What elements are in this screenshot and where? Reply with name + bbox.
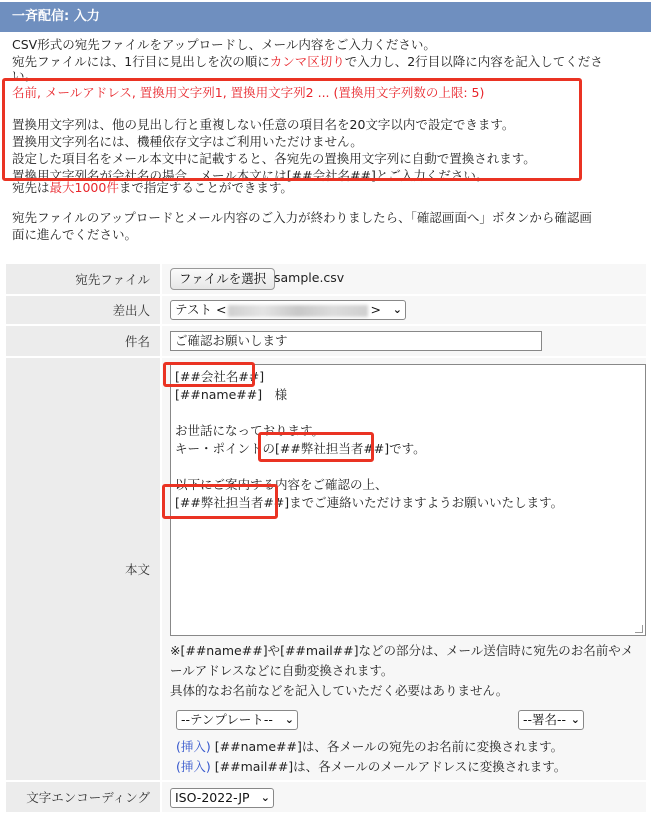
rule-2: 置換用文字列名には、機種依存文字はご利用いただけません。 [12, 134, 363, 149]
row-subject [6, 326, 646, 356]
encoding-select[interactable] [170, 788, 274, 808]
limit-line [12, 179, 293, 196]
body-textarea[interactable] [170, 364, 646, 636]
insert-name-link[interactable]: (挿入) [176, 739, 211, 754]
encoding-value-cell [162, 782, 646, 812]
sender-suffix: > [370, 302, 381, 317]
insert-name-line [176, 738, 563, 755]
chevron-down-icon: ⌄ [392, 303, 402, 316]
chevron-down-icon: ⌄ [260, 791, 270, 804]
file-value-cell [162, 264, 646, 294]
body-line [175, 404, 641, 422]
page-header [0, 2, 651, 32]
body-line: お世話になっております。 [175, 423, 325, 438]
file-label: 宛先ファイル [6, 264, 160, 294]
resize-handle-icon[interactable] [635, 625, 643, 633]
chevron-down-icon: ⌄ [570, 713, 580, 726]
insert-mail-line [176, 758, 566, 775]
body-line: [##会社名##] [175, 369, 265, 384]
chevron-down-icon: ⌄ [284, 713, 294, 726]
body-note-1: ※[##name##]や[##mail##]などの部分は、メール送信時に宛先のお名前やメ [170, 643, 634, 658]
comma-separated-highlight: カンマ区切り [269, 54, 345, 69]
sender-select[interactable] [170, 300, 406, 320]
rule-4: 置換用文字列名が会社名の場合、メール本文には[##会社名##]とご入力ください。 [12, 168, 489, 183]
limit-prefix: 宛先は [12, 180, 50, 195]
body-line: 以下にご案内する内容をご確認の上、 [175, 477, 388, 492]
subject-label: 件名 [6, 326, 160, 356]
insert-mail-link[interactable]: (挿入) [176, 759, 211, 774]
encoding-label: 文字エンコーディング [6, 782, 160, 812]
intro-line-2-cont: い。 [12, 68, 38, 83]
signature-select[interactable] [518, 710, 584, 730]
file-name: sample.csv [274, 270, 345, 285]
row-body [6, 358, 646, 780]
redacted-email [228, 305, 368, 317]
body-note-2: ールアドレスなどに自動変換されます。 [170, 663, 394, 678]
subject-value-cell [162, 326, 646, 356]
row-file [6, 264, 646, 294]
sender-prefix: テスト < [175, 302, 227, 317]
choose-file-button[interactable]: ファイルを選択 [170, 268, 275, 290]
body-note-3: 具体的なお名前などを記入していただく必要はありません。 [170, 683, 509, 698]
sender-label: 差出人 [6, 296, 160, 324]
insert-name-text: [##name##]は、各メールの宛先のお名前に変換されます。 [210, 739, 564, 754]
row-encoding [6, 782, 646, 812]
intro-line-2-suffix: で入力し、2行目以降に内容を記入してくださ [344, 54, 603, 69]
signature-select-value: --署名-- [523, 712, 567, 727]
limit-suffix: まで指定することができます。 [118, 180, 293, 195]
body-line: [##弊社担当者##]までご連絡いただけますようお願いいたします。 [175, 495, 564, 510]
rule-1: 置換用文字列は、他の見出し行と重複しない任意の項目名を20文字以内で設定できます。 [12, 117, 515, 132]
template-select-value: --テンプレート-- [181, 712, 273, 727]
intro-line-2-text: 宛先ファイルには、1行目に見出しを次の順に [12, 54, 270, 69]
insert-mail-text: [##mail##]は、各メールのメールアドレスに変換されます。 [210, 759, 567, 774]
intro-line-2 [12, 53, 603, 70]
after-line-2: 面に進んでください。 [12, 227, 138, 242]
intro-line-1: CSV形式の宛先ファイルをアップロードし、メール内容をご入力ください。 [12, 37, 436, 52]
body-line: キー・ポイントの[##弊社担当者##]です。 [175, 441, 426, 456]
subject-input[interactable]: ご確認お願いします [170, 331, 542, 351]
body-line: [##name##] 様 [175, 387, 288, 402]
page-title: 一斉配信: 入力 [12, 9, 100, 24]
after-line-1: 宛先ファイルのアップロードとメール内容のご入力が終わりましたら、「確認画面へ」ボタンから確認画 [12, 210, 592, 225]
limit-highlight: 最大1000件 [49, 180, 119, 195]
template-select[interactable] [176, 710, 298, 730]
sender-value-cell [162, 296, 646, 324]
body-line [175, 458, 641, 476]
header-spec: 名前, メールアドレス, 置換用文字列1, 置換用文字列2 ... (置換用文字列数の上限: 5) [12, 85, 485, 100]
row-sender [6, 296, 646, 324]
encoding-select-value: ISO-2022-JP [175, 790, 250, 805]
body-value-cell [162, 358, 646, 780]
rule-3: 設定した項目名をメール本文中に記載すると、各宛先の置換用文字列に自動で置換されます。 [12, 151, 536, 166]
body-label: 本文 [6, 358, 160, 780]
